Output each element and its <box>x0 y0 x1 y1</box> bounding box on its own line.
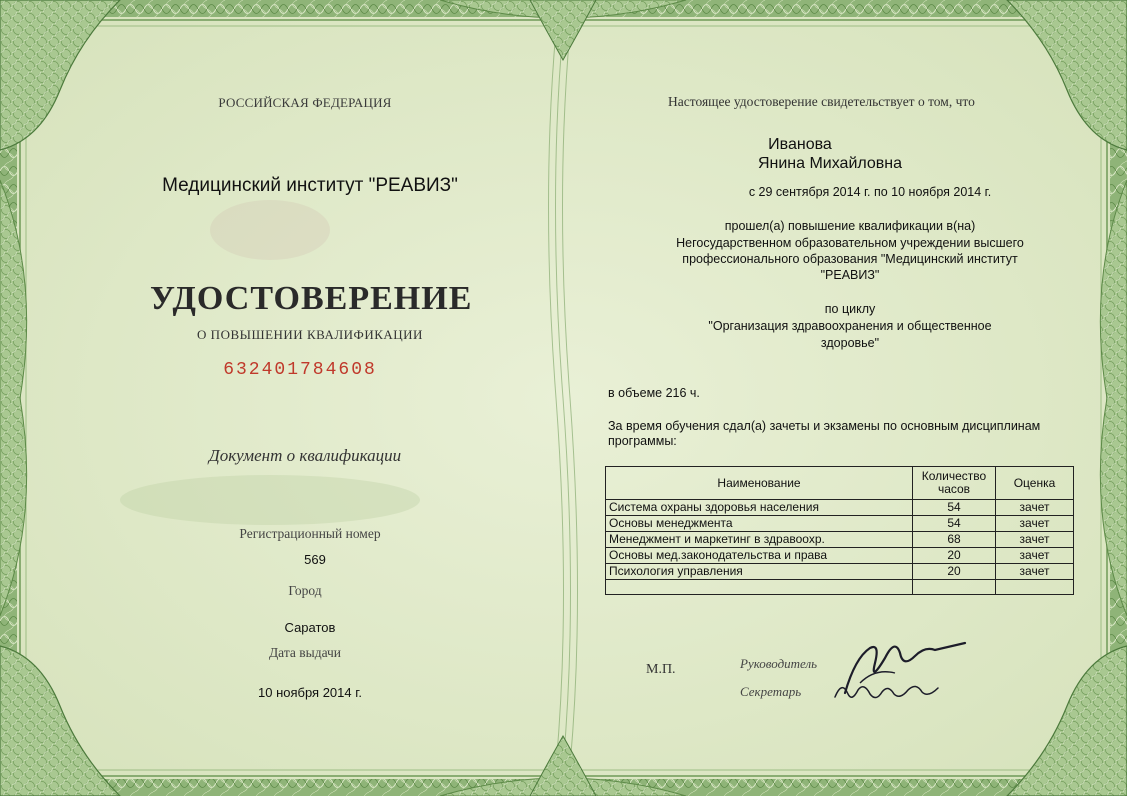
discipline-grade: зачет <box>996 516 1074 532</box>
empty-cell <box>996 580 1074 595</box>
discipline-name: Менеджмент и маркетинг в здравоохр. <box>606 532 913 548</box>
discipline-grade: зачет <box>996 548 1074 564</box>
cycle-name-line: здоровье" <box>820 336 880 350</box>
issue-date-value: 10 ноября 2014 г. <box>258 685 362 700</box>
training-line: прошел(а) повышение квалификации в(на) <box>724 219 976 233</box>
registration-number: 569 <box>304 552 326 567</box>
head-label: Руководитель <box>740 656 818 671</box>
table-row <box>606 516 1074 532</box>
empty-cell <box>606 580 913 595</box>
training-period: с 29 сентября 2014 г. по 10 ноября 2014 г. <box>748 185 992 199</box>
institute-name: Медицинский институт "РЕАВИЗ" <box>162 175 458 196</box>
certificate-title: УДОСТОВЕРЕНИЕ <box>150 280 473 317</box>
cycle-name-line: "Организация здравоохранения и общественное <box>708 319 992 333</box>
country-heading: РОССИЙСКАЯ ФЕДЕРАЦИЯ <box>218 95 392 110</box>
document-type: Документ о квалификации <box>208 446 402 465</box>
discipline-grade: зачет <box>996 500 1074 516</box>
disciplines-table <box>605 466 1074 595</box>
table-row <box>606 532 1074 548</box>
column-header-grade: Оценка <box>996 467 1074 500</box>
city-label: Город <box>288 583 322 598</box>
certificate-subtitle: О ПОВЫШЕНИИ КВАЛИФИКАЦИИ <box>197 327 423 342</box>
discipline-hours: 68 <box>913 532 996 548</box>
training-line: профессионального образования "Медицинский институт <box>682 252 1018 266</box>
table-row <box>606 548 1074 564</box>
discipline-grade: зачет <box>996 564 1074 580</box>
stamp-place-label: М.П. <box>646 662 676 677</box>
training-line: Негосударственном образовательном учреждении высшего <box>676 236 1024 250</box>
exams-text-line: программы: <box>608 434 677 448</box>
discipline-hours: 54 <box>913 516 996 532</box>
table-header-row <box>606 467 1074 500</box>
column-header-hours: Количество часов <box>913 467 996 500</box>
certificate-number: 632401784608 <box>223 360 377 380</box>
city-value: Саратов <box>284 620 336 635</box>
cycle-label: по циклу <box>824 302 876 316</box>
issue-date-label: Дата выдачи <box>268 645 342 660</box>
empty-cell <box>913 580 996 595</box>
column-header-name: Наименование <box>606 467 913 500</box>
discipline-name: Система охраны здоровья населения <box>606 500 913 516</box>
table-row-empty <box>606 580 1074 595</box>
discipline-hours: 20 <box>913 548 996 564</box>
exams-text-line: За время обучения сдал(а) зачеты и экзамены по основным дисциплинам <box>608 419 1041 433</box>
discipline-name: Психология управления <box>606 564 913 580</box>
discipline-grade: зачет <box>996 532 1074 548</box>
discipline-hours: 20 <box>913 564 996 580</box>
holder-given-names: Янина Михайловна <box>757 155 903 172</box>
table-row <box>606 564 1074 580</box>
registration-label: Регистрационный номер <box>239 526 381 541</box>
secretary-label: Секретарь <box>740 684 802 699</box>
training-volume: в объеме 216 ч. <box>608 386 700 400</box>
table-row <box>606 500 1074 516</box>
discipline-name: Основы мед.законодательства и права <box>606 548 913 564</box>
holder-surname: Иванова <box>768 136 832 153</box>
training-line: "РЕАВИЗ" <box>820 268 880 282</box>
secretary-signature <box>830 672 950 712</box>
discipline-name: Основы менеджмента <box>606 516 913 532</box>
intro-text: Настоящее удостоверение свидетельствует о том, что <box>668 94 975 109</box>
discipline-hours: 54 <box>913 500 996 516</box>
disciplines-table-wrapper <box>605 466 1073 601</box>
